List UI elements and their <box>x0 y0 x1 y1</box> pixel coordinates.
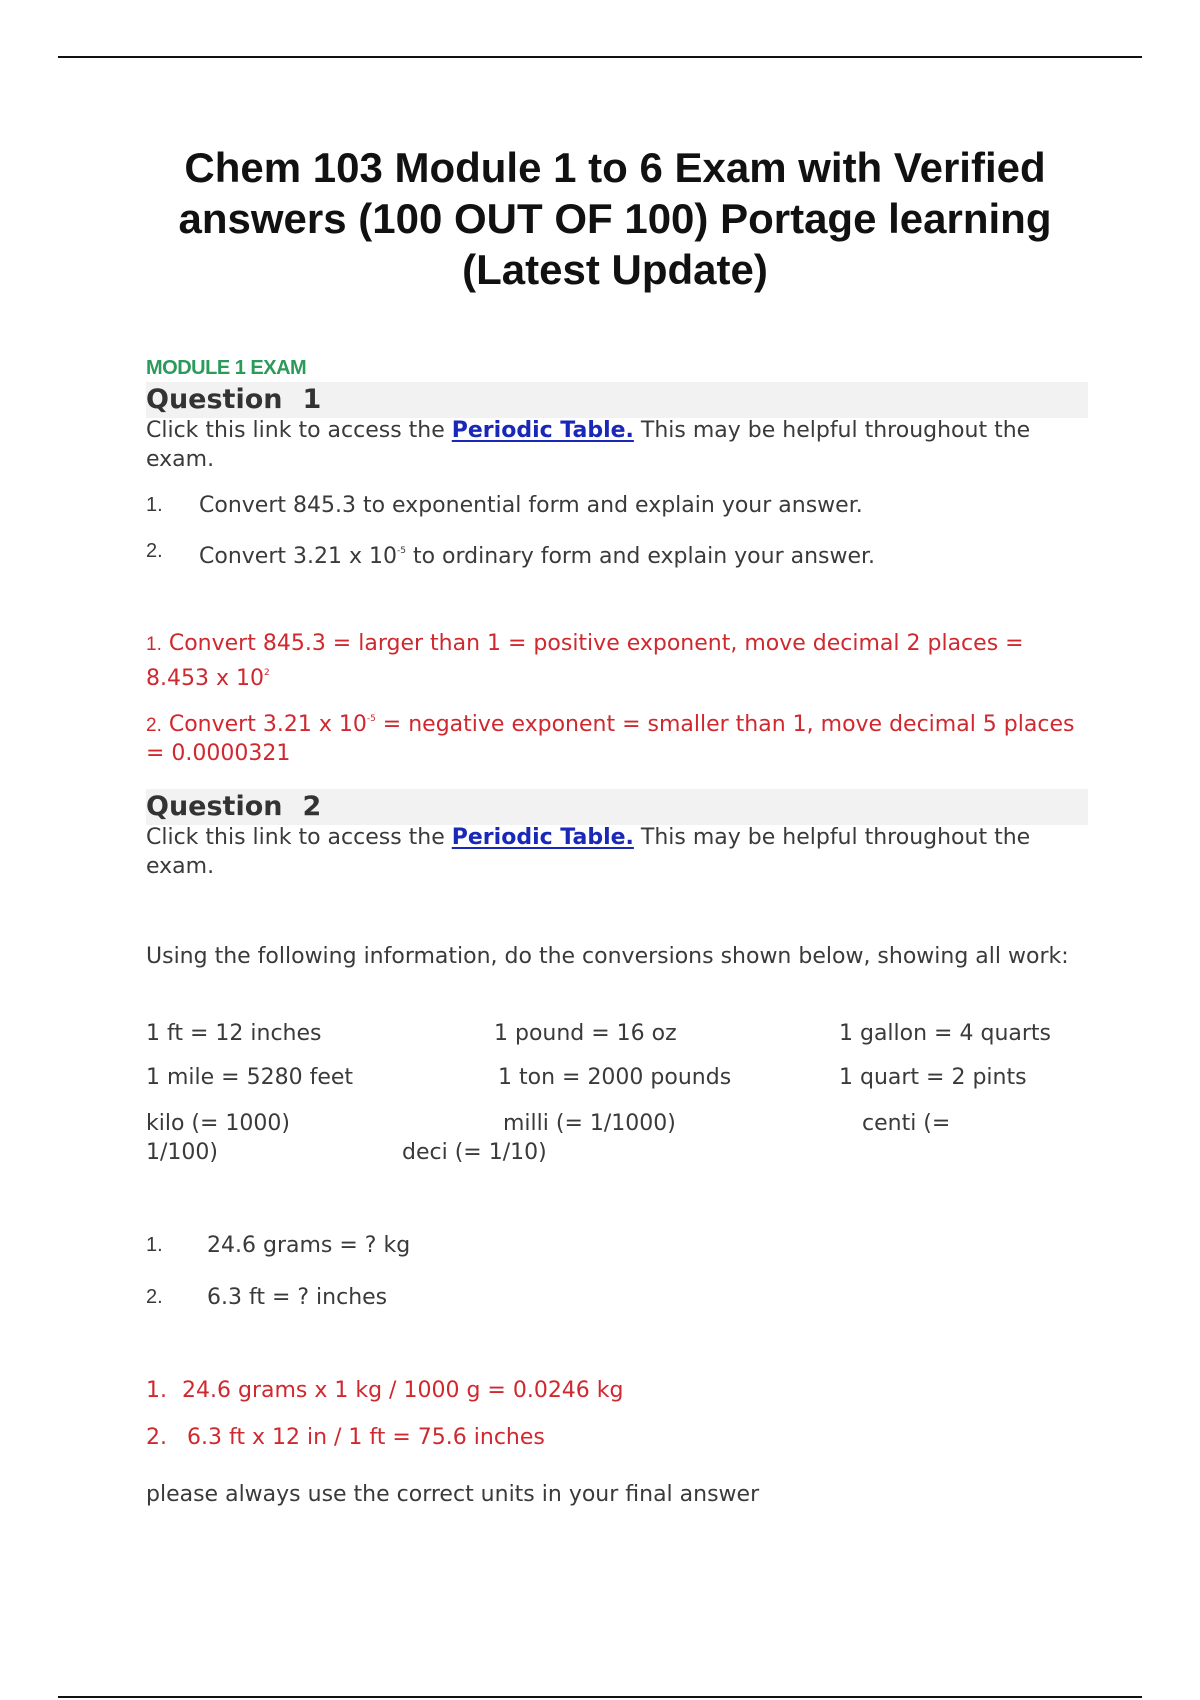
item-text: Convert 845.3 to exponential form and explain your answer. <box>199 493 863 518</box>
conversion-gallon-quarts: 1 gallon = 4 quarts <box>839 1021 1051 1046</box>
answer-text: 24.6 grams x 1 kg / 1000 g = 0.0246 kg <box>182 1378 624 1403</box>
intro-text: Click this link to access the <box>146 825 445 850</box>
periodic-table-link[interactable]: Periodic Table. <box>451 825 634 850</box>
item-number: 2. <box>146 1286 163 1308</box>
question-1-header <box>146 382 1088 418</box>
question-2-answer-1 <box>146 1377 1090 1405</box>
bottom-divider <box>58 1696 1142 1698</box>
answer-number: 1. <box>146 1378 167 1403</box>
question-2-instructions: Using the following information, do the conversions shown below, showing all work: <box>146 944 1069 969</box>
question-1-answer-2 <box>146 705 1090 768</box>
conversion-mile-feet: 1 mile = 5280 feet <box>146 1065 354 1090</box>
answer-text-post: = negative exponent = smaller than 1, move decimal 5 places = 0.0000321 <box>146 712 1075 766</box>
prefix-kilo: kilo (= 1000) <box>146 1111 290 1136</box>
conversion-ft-inches: 1 ft = 12 inches <box>146 1021 322 1046</box>
question-2-intro <box>146 823 1090 881</box>
answer-number: 1. <box>146 634 162 655</box>
question-number: 2 <box>302 791 322 822</box>
prefix-centi-value: 1/100) <box>146 1140 218 1165</box>
units-reminder: please always use the correct units in your final answer <box>146 1482 760 1507</box>
periodic-table-link[interactable]: Periodic Table. <box>451 418 634 443</box>
item-text: Convert 3.21 x $10^{-5}$ to ordinary form and explain your answer. <box>199 544 876 569</box>
conversion-pound-oz: 1 pound = 16 oz <box>494 1021 677 1046</box>
item-number: 2. <box>146 540 163 562</box>
item-text: 6.3 ft = ? inches <box>207 1285 388 1310</box>
item-text: 24.6 grams = ? kg <box>207 1233 411 1258</box>
answer-number: 2. <box>146 715 162 736</box>
answer-text: Convert 3.21 x 10 <box>161 712 367 737</box>
prefix-milli: milli (= 1/1000) <box>503 1111 676 1136</box>
question-word: Question <box>146 791 283 822</box>
conversion-quart-pints: 1 quart = 2 pints <box>839 1065 1027 1090</box>
answer-number: 2. <box>146 1425 167 1450</box>
item-number: 1. <box>146 1234 163 1256</box>
intro-text: Click this link to access the <box>146 418 445 443</box>
prefix-deci: deci (= 1/10) <box>402 1140 547 1165</box>
question-1-answer-1 <box>146 630 1090 693</box>
question-2-header <box>146 789 1088 825</box>
conversion-ton-pounds: 1 ton = 2000 pounds <box>498 1065 732 1090</box>
question-word: Question <box>146 384 283 415</box>
module-label: MODULE 1 EXAM <box>146 357 307 379</box>
answer-text: Convert 845.3 = larger than 1 = positive exponent, move decimal 2 places = 8.453 x 10 <box>146 631 1024 691</box>
answer-text: 6.3 ft x 12 in / 1 ft = 75.6 inches <box>187 1425 545 1450</box>
exponent: -5 <box>396 546 406 556</box>
exponent: 2 <box>263 668 270 678</box>
document-title: Chem 103 Module 1 to 6 Exam with Verified answers (100 OUT OF 100) Portage learning (Latest Update) <box>178 144 1052 293</box>
item-number: 1. <box>146 494 163 516</box>
top-divider <box>58 56 1142 58</box>
intro-text-post: This may be helpful throughout the exam. <box>146 418 1031 472</box>
exponent: -5 <box>366 714 376 724</box>
question-1-intro <box>146 416 1090 474</box>
intro-text-post: This may be helpful throughout the exam. <box>146 825 1031 879</box>
prefix-centi: centi (= <box>862 1111 951 1136</box>
question-number: 1 <box>302 384 322 415</box>
question-2-answer-2 <box>146 1424 1090 1452</box>
